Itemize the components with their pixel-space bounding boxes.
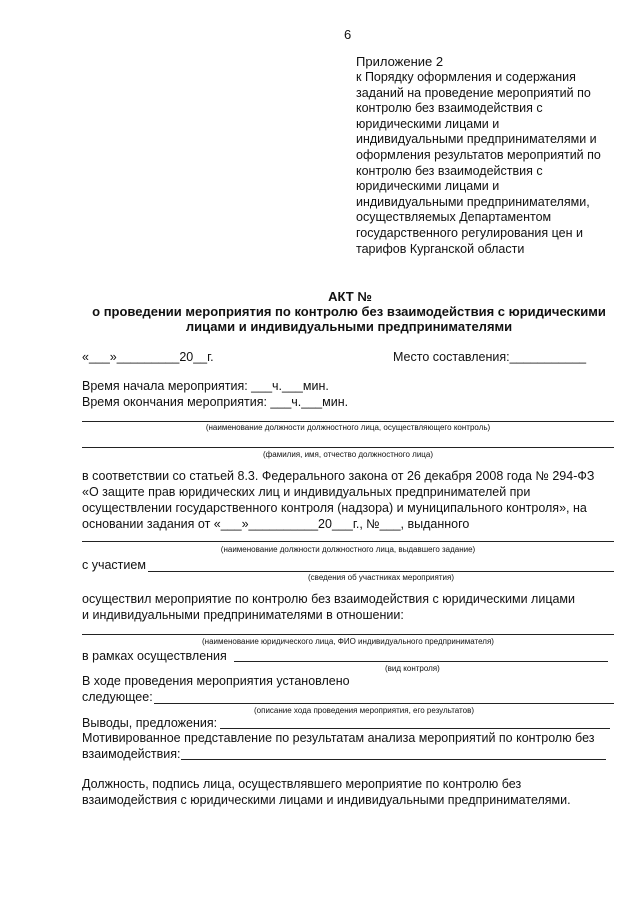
motivated-line2: взаимодействия: [82,747,181,761]
appendix-line: к Порядку оформления и содержания [356,70,576,84]
established-line2: следующее: [82,690,153,704]
caption-issuer-position: (наименование должности должностного лица, выдавшего задание) [220,545,476,554]
appendix-title: Приложение 2 [356,54,444,69]
place-label-text: Место составления: [393,350,510,364]
caption-official-position: (наименование должности должностного лица, осуществляющего контроль) [205,423,491,432]
time-end: Время окончания мероприятия: ___ч.___мин. [82,395,349,409]
law-paragraph [82,468,594,532]
act-heading: АКТ № [328,289,372,304]
caption-official-name: (фамилия, имя, отчество должностного лица) [263,450,433,459]
appendix-line: юридическими лицами и [356,179,500,194]
motivated-line [181,759,606,760]
act-subheading-line1: о проведении мероприятия по контролю без взаимодействия с юридическими [92,304,606,319]
caption-control-type: (вид контроля) [385,664,440,673]
appendix-line: контролю без взаимодействия с [356,163,543,178]
appendix-line: оформления результатов мероприятий по [356,147,601,162]
conclusions-line [220,728,610,729]
appendix-line: контролю без взаимодействия с [356,101,543,116]
framework-line [234,661,608,662]
participation-label: с участием [82,558,146,572]
appendix-line: тарифов Курганской области [356,241,525,256]
signature-line1: Должность, подпись лица, осуществлявшего мероприятие по контролю без [82,777,522,791]
established-line1: В ходе проведения мероприятия установлено [82,674,350,688]
appendix-line: юридическими лицами и [356,116,500,131]
conducted-paragraph-line: осуществил мероприятие по контролю без взаимодействия с юридическими лицами [82,592,576,606]
place-value: ___________ [509,350,587,364]
law-paragraph-line: осуществлении государственного контроля (надзора) и муниципального контроля», на [82,501,587,515]
appendix-line: индивидуальными предпринимателями, [356,194,590,209]
law-paragraph-line: «О защите прав юридических лиц и индивидуальных предпринимателей при [82,485,531,499]
caption-description: (описание хода проведения мероприятия, его результатов) [254,706,474,715]
participation-line [148,571,614,572]
date-line: «___»_________20__г. [82,350,214,364]
law-paragraph-line: основании задания от «___»__________20___г., №___, выданного [82,517,470,531]
page-number: 6 [344,27,352,42]
caption-participants: (сведения об участниках мероприятия) [308,573,454,582]
conducted-paragraph-line: и индивидуальными предпринимателями в отношении: [82,608,404,622]
appendix-line: осуществляемых Департаментом [356,210,552,225]
appendix-line: индивидуальными предпринимателями и [356,132,597,147]
official-name-line [82,447,614,448]
time-start: Время начала мероприятия: ___ч.___мин. [82,379,329,393]
appendix-line: государственного регулирования цен и [356,225,583,240]
framework-label: в рамках осуществления [82,649,227,663]
issuer-position-line [82,541,614,542]
description-line [154,703,614,704]
entity-line [82,634,614,635]
appendix-block [356,54,601,257]
conclusions-label: Выводы, предложения: [82,716,218,730]
place-label [393,349,586,365]
act-subheading-line2: лицами и индивидуальными предпринимателями [185,319,513,334]
motivated-line1: Мотивированное представление по результатам анализа мероприятий по контролю без [82,731,595,745]
caption-entity: (наименование юридического лица, ФИО индивидуального предпринимателя) [202,637,494,646]
conducted-paragraph [82,591,575,623]
official-position-line [82,421,614,422]
signature-line2: взаимодействия с юридическими лицами и индивидуальными предпринимателями. [82,793,571,807]
appendix-line: заданий на проведение мероприятий по [356,85,591,100]
law-paragraph-line: в соответствии со статьей 8.3. Федерального закона от 26 декабря 2008 года № 294-ФЗ [82,469,595,483]
